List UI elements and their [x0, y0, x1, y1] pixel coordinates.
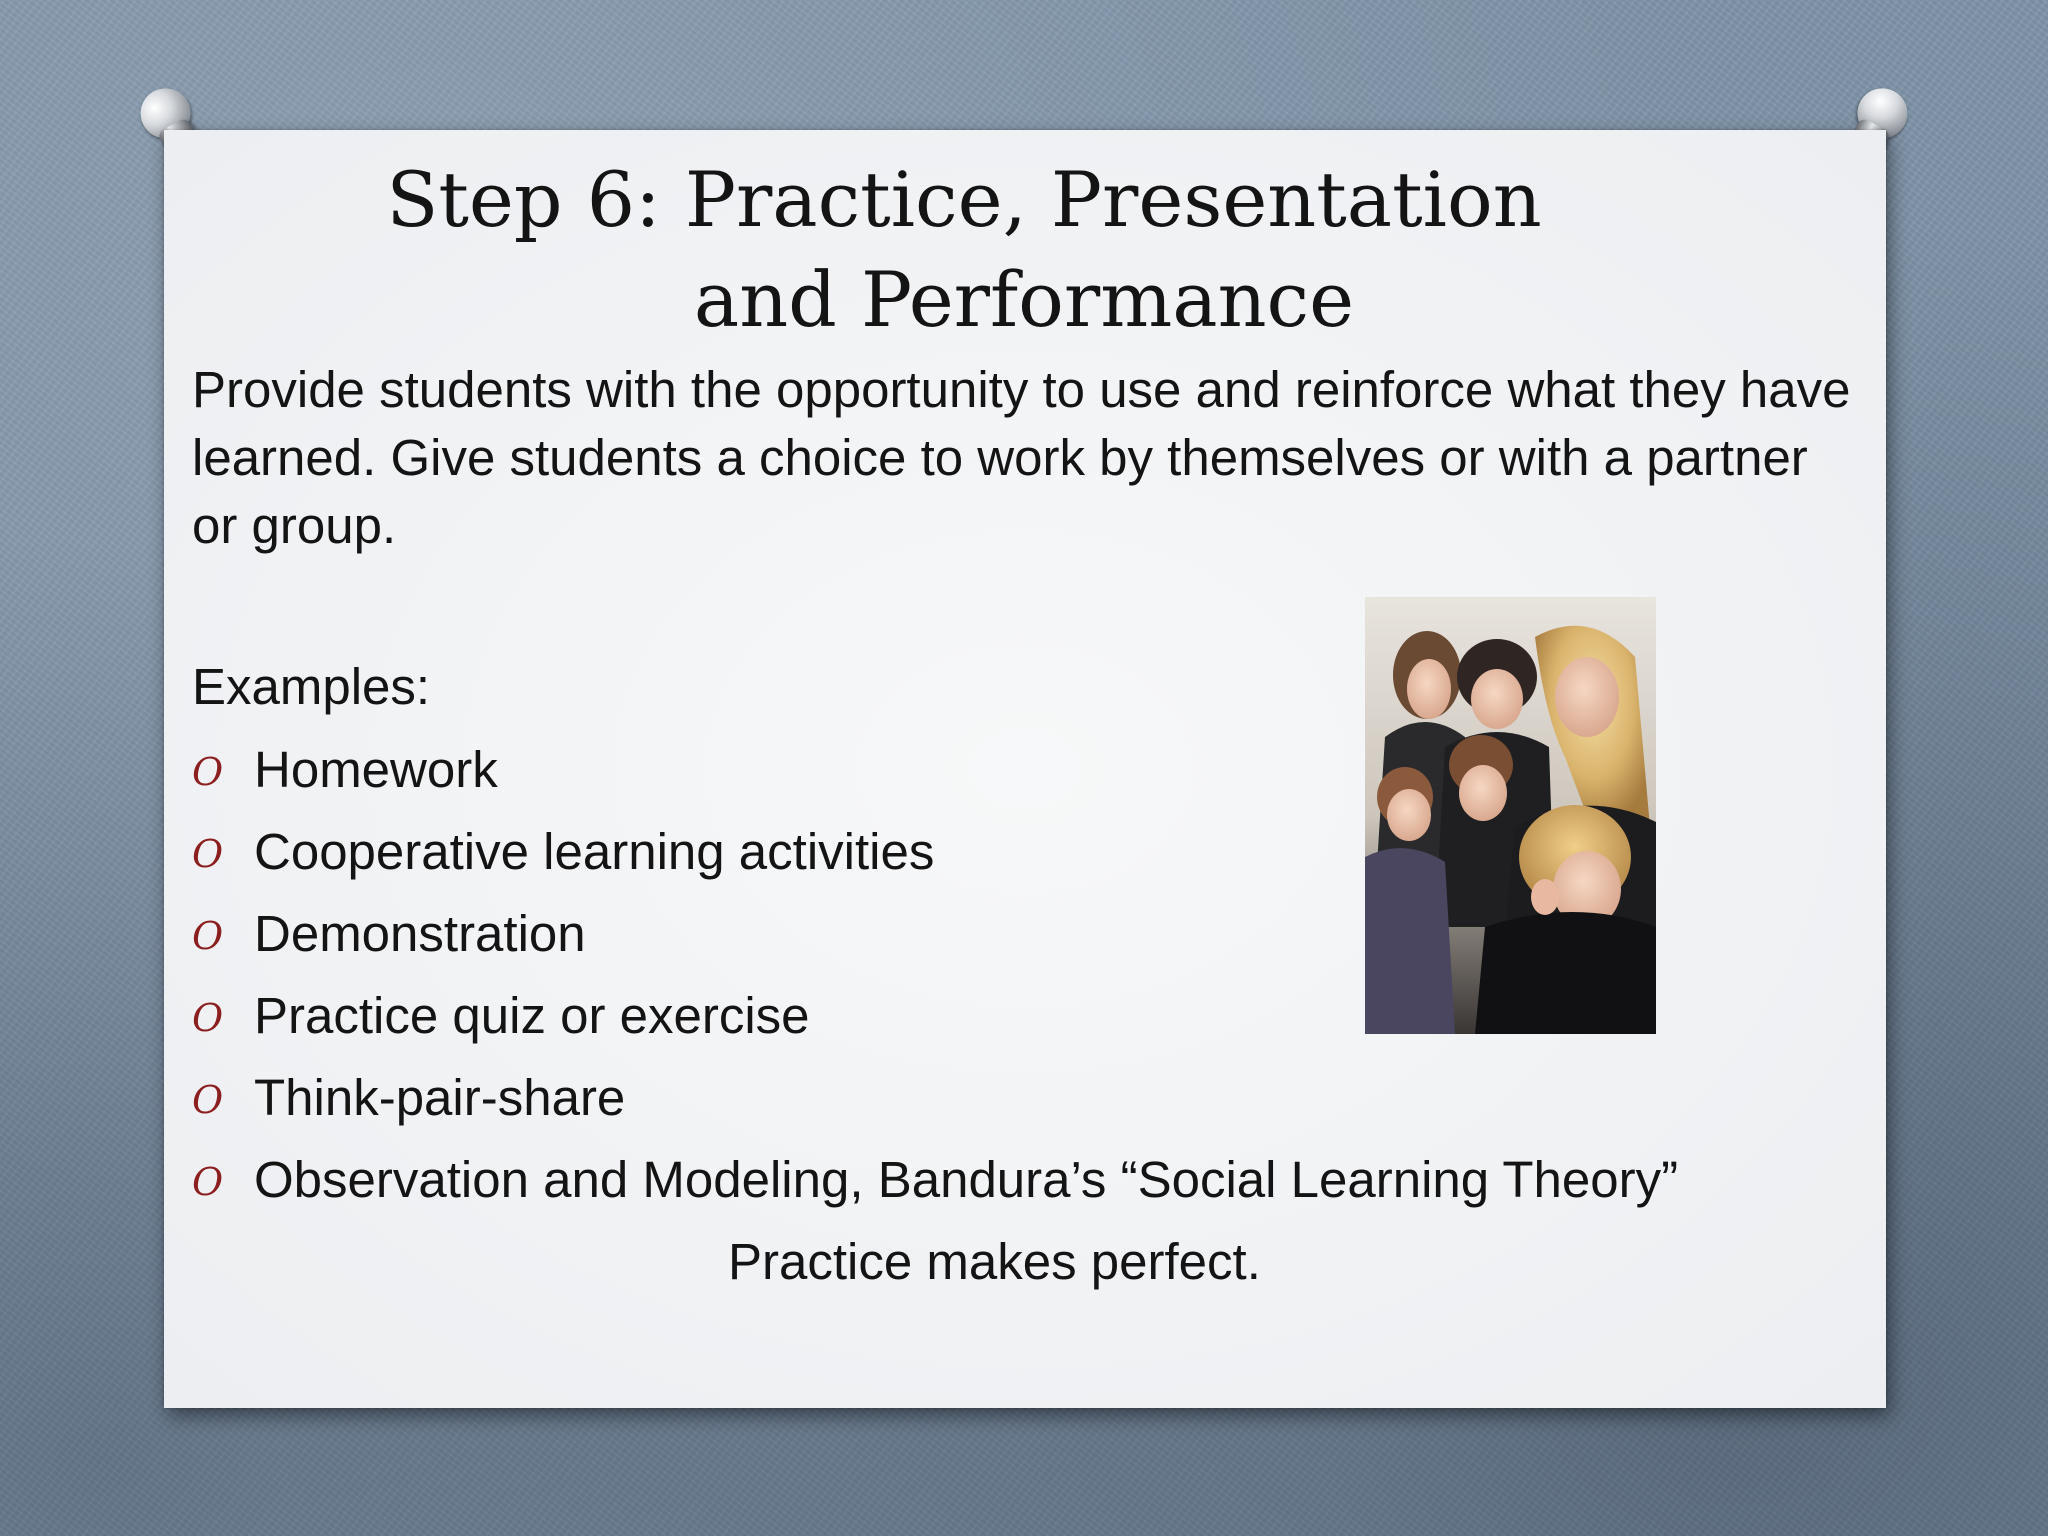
- list-item-text: Homework: [254, 741, 498, 798]
- examples-label: Examples:: [192, 658, 431, 715]
- bullet-o-icon: O: [192, 1160, 224, 1204]
- list-item-text: Demonstration: [254, 905, 586, 962]
- bullet-o-icon: O: [192, 1078, 224, 1122]
- list-item-text: Cooperative learning activities: [254, 823, 935, 880]
- slide-title: [220, 150, 1828, 350]
- bullet-o-icon: O: [192, 832, 224, 876]
- list-item: [192, 1064, 1872, 1146]
- title-line-2: and Performance: [693, 255, 1355, 344]
- list-item-text: Observation and Modeling, Bandura’s “Social Learning Theory”: [254, 1151, 1679, 1208]
- bullet-o-icon: O: [192, 996, 224, 1040]
- title-line-1: Step 6: Practice, Presentation: [386, 155, 1542, 244]
- intro-paragraph: Provide students with the opportunity to use and reinforce what they have learned. Give students a choice to work by themselves or with a partner or group.: [192, 361, 1851, 554]
- bullet-o-icon: O: [192, 914, 224, 958]
- list-item-text: Think-pair-share: [254, 1069, 626, 1126]
- list-item-text: Practice quiz or exercise: [254, 987, 810, 1044]
- photo-of-students-styling-hair-icon: [1365, 597, 1656, 1034]
- tagline: Practice makes perfect.: [728, 1233, 1261, 1290]
- bullet-o-icon: O: [192, 750, 224, 794]
- list-item: [192, 1146, 1872, 1228]
